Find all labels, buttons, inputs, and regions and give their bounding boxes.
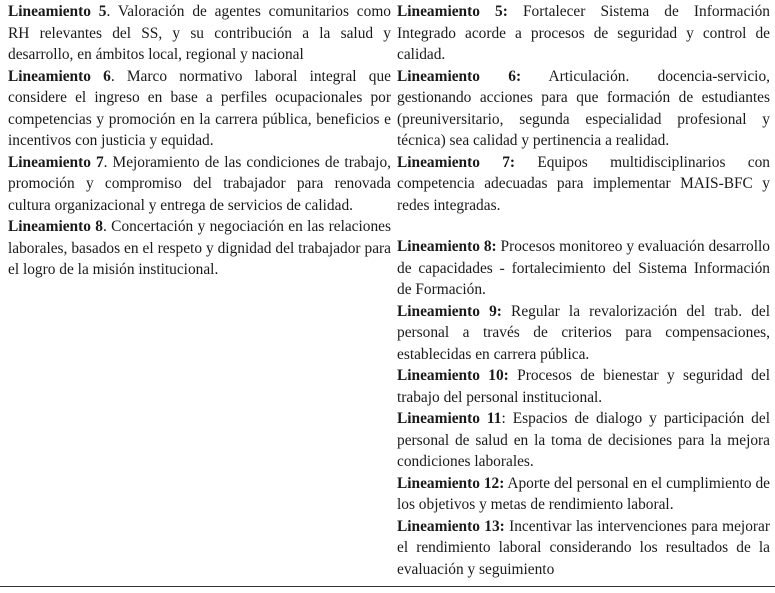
paragraph-heading: Lineamiento 5 — [8, 3, 107, 20]
paragraph-heading: Lineamiento 9: — [397, 302, 502, 320]
paragraph-spacer — [397, 216, 770, 236]
right-lineamiento-10 — [397, 365, 770, 408]
bottom-table-rule — [0, 586, 775, 587]
right-lineamiento-13 — [397, 516, 770, 581]
paragraph-heading: Lineamiento 8 — [8, 218, 103, 235]
paragraph-text: Procesos monitoreo y evaluación desarrollo de capacidades - fortalecimiento del Sistema Información de Formación. — [397, 238, 770, 298]
left-column — [8, 1, 391, 281]
paragraph-heading: Lineamiento 6 — [8, 67, 111, 85]
paragraph-text: . Marco normativo laboral integral que considere el ingreso en base a perfiles ocupacionales por competencias y promoción en la carrera pública, beneficios e incentivos con justicia y equidad. — [8, 67, 391, 149]
paragraph-text: Equipos multidisciplinarios con competencia adecuadas para implementar MAIS-BFC y redes integradas. — [397, 153, 770, 214]
paragraph-heading: Lineamiento 8: — [397, 238, 497, 255]
paragraph-text: . Mejoramiento de las condiciones de trabajo, promoción y compromiso del trabajador para renovada cultura organizacional y entrega de servicios de calidad. — [8, 153, 391, 214]
left-lineamiento-8 — [8, 216, 391, 281]
paragraph-text: Fortalecer Sistema de Información Integrado acorde a procesos de seguridad y control de calidad. — [397, 3, 770, 63]
paragraph-heading: Lineamiento 7 — [8, 153, 104, 171]
paragraph-text: Incentivar las intervenciones para mejorar el rendimiento laboral considerando los resultados de la evaluación y seguimiento — [397, 517, 770, 578]
paragraph-text: Aporte del personal en el cumplimiento de los objetivos y metas de rendimiento laboral. — [397, 474, 770, 513]
paragraph-text: . Concertación y negociación en las relaciones laborales, basados en el respeto y dignidad del trabajador para el logro de la misión institucional. — [8, 218, 391, 278]
paragraph-heading: Lineamiento 7: — [397, 153, 516, 171]
paragraph-heading: Lineamiento 6: — [397, 67, 522, 85]
paragraph-text: Articulación. docencia-servicio, gestionando acciones para que formación de estudiantes (preuniversitario, segunda especialidad profesional y técnica) sea calidad y pertinencia a realidad. — [397, 67, 771, 149]
right-lineamiento-5 — [397, 1, 770, 66]
right-lineamiento-7 — [397, 152, 770, 217]
paragraph-text: Regular la revalorización del trab. del personal a través de criterios para compensaciones, establecidas en carrera pública. — [397, 302, 770, 363]
paragraph-heading: Lineamiento 12: — [397, 474, 505, 492]
paragraph-heading: Lineamiento 13: — [397, 517, 505, 535]
right-column — [397, 1, 770, 580]
paragraph-heading: Lineamiento 5: — [397, 3, 508, 20]
left-lineamiento-7 — [8, 152, 391, 217]
right-lineamiento-9 — [397, 301, 770, 366]
paragraph-heading: Lineamiento 10: — [397, 367, 509, 384]
paragraph-text: Procesos de bienestar y seguridad del trabajo del personal institucional. — [397, 367, 770, 406]
paragraph-heading: Lineamiento 11 — [397, 410, 502, 427]
left-lineamiento-5 — [8, 1, 391, 66]
right-lineamiento-11 — [397, 408, 770, 473]
right-lineamiento-8 — [397, 236, 770, 301]
left-lineamiento-6 — [8, 66, 391, 152]
right-lineamiento-12 — [397, 473, 770, 516]
paragraph-text: : Espacios de dialogo y participación del personal de salud en la toma de decisiones para la mejora condiciones laborales. — [397, 410, 770, 470]
right-lineamiento-6 — [397, 66, 770, 152]
paragraph-text: . Valoración de agentes comunitarios como RH relevantes del SS, y su contribución a la salud y desarrollo, en ámbitos local, regional y nacional — [8, 3, 391, 63]
